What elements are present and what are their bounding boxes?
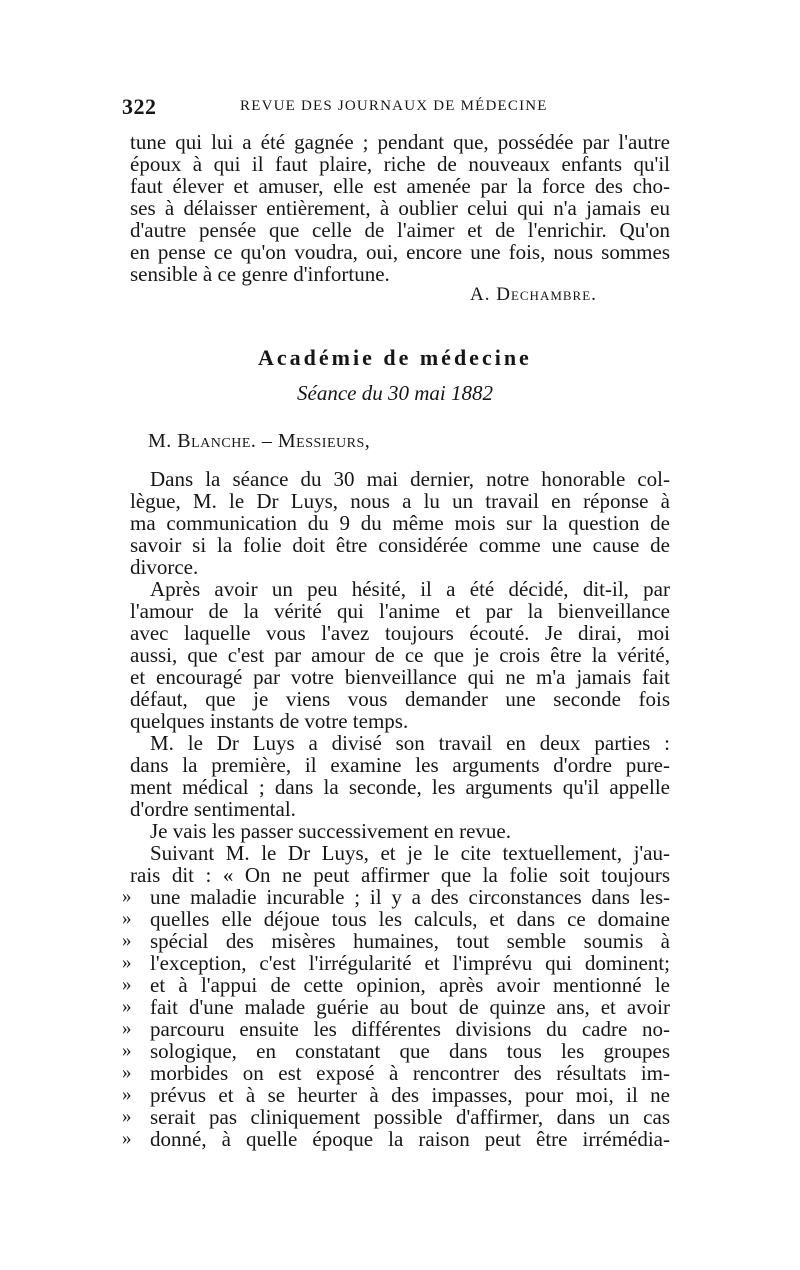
text-line: en pense ce qu'on voudra, oui, encore une fois, nous sommes [130,240,670,264]
quote-line: spécial des misères humaines, tout semble soumis à [150,929,670,953]
text-line: M. le Dr Luys a divisé son travail en deux parties : [150,731,670,755]
running-head: REVUE DES JOURNAUX DE MÉDECINE [240,98,548,114]
quote-mark: » [122,1018,132,1039]
speaker-heading: M. Blanche. – Messieurs, [148,430,371,452]
text-line: Dans la séance du 30 mai dernier, notre honorable col- [150,467,670,491]
quote-mark: » [122,1128,132,1149]
quote-line: fait d'une malade guérie au bout de quinze ans, et avoir [150,995,670,1019]
text-line: ma communication du 9 du même mois sur la question de [130,511,670,535]
text-line: et encouragé par votre bienveillance qui ne m'a jamais fait [130,665,670,689]
quote-line: donné, à quelle époque la raison peut être irrémédia- [150,1127,670,1151]
quote-mark: » [122,974,132,995]
text-line: dans la première, il examine les arguments d'ordre pure- [130,753,670,777]
quote-mark: » [122,1040,132,1061]
text-line: lègue, M. le Dr Luys, nous a lu un travail en réponse à [130,489,670,513]
page-number: 322 [122,94,157,119]
quote-line: une maladie incurable ; il y a des circonstances dans les- [150,885,670,909]
quote-line: serait pas cliniquement possible d'affirmer, dans un cas [150,1105,670,1129]
quote-line: parcouru ensuite les différentes divisions du cadre no- [150,1017,670,1041]
quote-line: sologique, en constatant que dans tous les groupes [150,1039,670,1063]
text-line: savoir si la folie doit être considérée comme une cause de [130,533,670,557]
quote-mark: » [122,1106,132,1127]
text-line: sensible à ce genre d'infortune. [130,262,390,286]
quote-mark: » [122,908,132,929]
quote-mark: » [122,930,132,951]
text-line: d'autre pensée que celle de l'aimer et de l'enrichir. Qu'on [130,218,670,242]
text-line: faut élever et amuser, elle est amenée par la force des cho- [130,174,670,198]
section-title: Académie de médecine [258,345,532,370]
text-line: ment médical ; dans la seconde, les arguments qu'il appelle [130,775,670,799]
quote-line: prévus et à se heurter à des impasses, pour moi, il ne [150,1083,670,1107]
quote-line: quelles elle déjoue tous les calculs, et dans ce domaine [150,907,670,931]
text-line: époux à qui il faut plaire, riche de nouveaux enfants qu'il [130,152,670,176]
quote-line: morbides on est exposé à rencontrer des résultats im- [150,1061,670,1085]
text-line: aussi, que c'est par amour de ce que je crois être la vérité, [130,643,670,667]
quote-mark: » [122,996,132,1017]
quote-mark: » [122,1084,132,1105]
session-date: Séance du 30 mai 1882 [297,381,493,405]
text-line: l'amour de la vérité qui l'anime et par la bienveillance [130,599,670,623]
text-line: quelques instants de votre temps. [130,709,409,733]
quote-mark: » [122,1062,132,1083]
text-line: rais dit : « On ne peut affirmer que la folie soit toujours [130,863,670,887]
quote-mark: » [122,886,132,907]
text-line: Suivant M. le Dr Luys, et je le cite textuellement, j'au- [150,841,670,865]
text-line: Je vais les passer successivement en revue. [150,819,511,843]
text-line: Après avoir un peu hésité, il a été décidé, dit-il, par [150,577,670,601]
text-line: avec laquelle vous l'avez toujours écouté. Je dirai, moi [130,621,670,645]
text-line: tune qui lui a été gagnée ; pendant que, possédée par l'autre [130,130,670,154]
quote-mark: » [122,952,132,973]
text-line: divorce. [130,555,199,579]
text-line: défaut, que je viens vous demander une seconde fois [130,687,670,711]
signature: A. Dechambre. [470,284,597,305]
quote-line: l'exception, c'est l'irrégularité et l'imprévu qui dominent; [150,951,670,975]
text-line: d'ordre sentimental. [130,797,296,821]
text-line: ses à délaisser entièrement, à oublier celui qui n'a jamais eu [130,196,670,220]
page-header [122,94,678,118]
quote-line: et à l'appui de cette opinion, après avoir mentionné le [150,973,670,997]
